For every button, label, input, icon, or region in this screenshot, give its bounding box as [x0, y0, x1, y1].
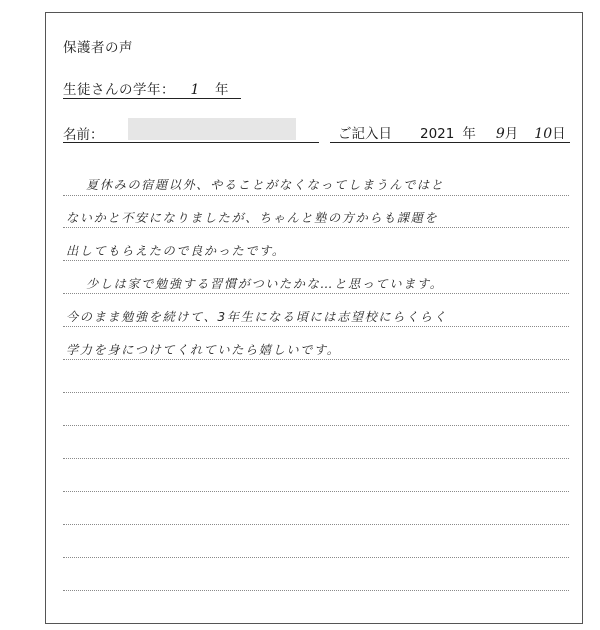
handwritten-line: 学力を身につけてくれていたら嬉しいです。 — [66, 343, 341, 357]
grade-label: 生徒さんの学年： — [63, 82, 175, 98]
date-month-unit: 月 — [504, 126, 519, 142]
ruled-line — [63, 326, 569, 327]
handwritten-line: 出してもらえたので良かったです。 — [66, 244, 286, 258]
ruled-line — [63, 590, 569, 591]
ruled-line — [63, 260, 569, 261]
date-underline — [330, 142, 570, 143]
name-redaction — [128, 118, 296, 140]
form-title: 保護者の声 — [63, 40, 133, 56]
grade-underline — [63, 98, 241, 99]
name-underline — [63, 142, 319, 143]
date-year-unit: 年 — [462, 126, 476, 142]
ruled-line — [63, 425, 569, 426]
date-field — [338, 122, 566, 142]
date-month: 9 — [495, 126, 505, 142]
ruled-line — [63, 293, 569, 294]
ruled-line — [63, 557, 569, 558]
handwritten-line: 今のまま勉強を続けて、3年生になる頃には志望校にらくらく — [66, 310, 448, 324]
ruled-line — [63, 524, 569, 525]
name-label: 名前： — [63, 127, 104, 143]
ruled-line — [63, 392, 569, 393]
handwritten-line: 少しは家で勉強する習慣がついたかな…と思っています。 — [86, 277, 444, 291]
grade-unit: 年 — [215, 82, 229, 98]
date-label: ご記入日 — [338, 126, 392, 142]
ruled-line — [63, 195, 569, 196]
grade-field — [63, 78, 229, 98]
ruled-line — [63, 491, 569, 492]
date-year: 2021 — [420, 126, 455, 142]
grade-value: 1 — [190, 82, 200, 98]
handwritten-line: 夏休みの宿題以外、やることがなくなってしまうんではと — [86, 178, 445, 192]
date-day-unit: 日 — [552, 126, 566, 142]
date-day: 10 — [534, 126, 553, 142]
ruled-line — [63, 458, 569, 459]
handwritten-line: ないかと不安になりましたが、ちゃんと塾の方からも課題を — [66, 211, 439, 225]
ruled-line — [63, 359, 569, 360]
ruled-line — [63, 227, 569, 228]
